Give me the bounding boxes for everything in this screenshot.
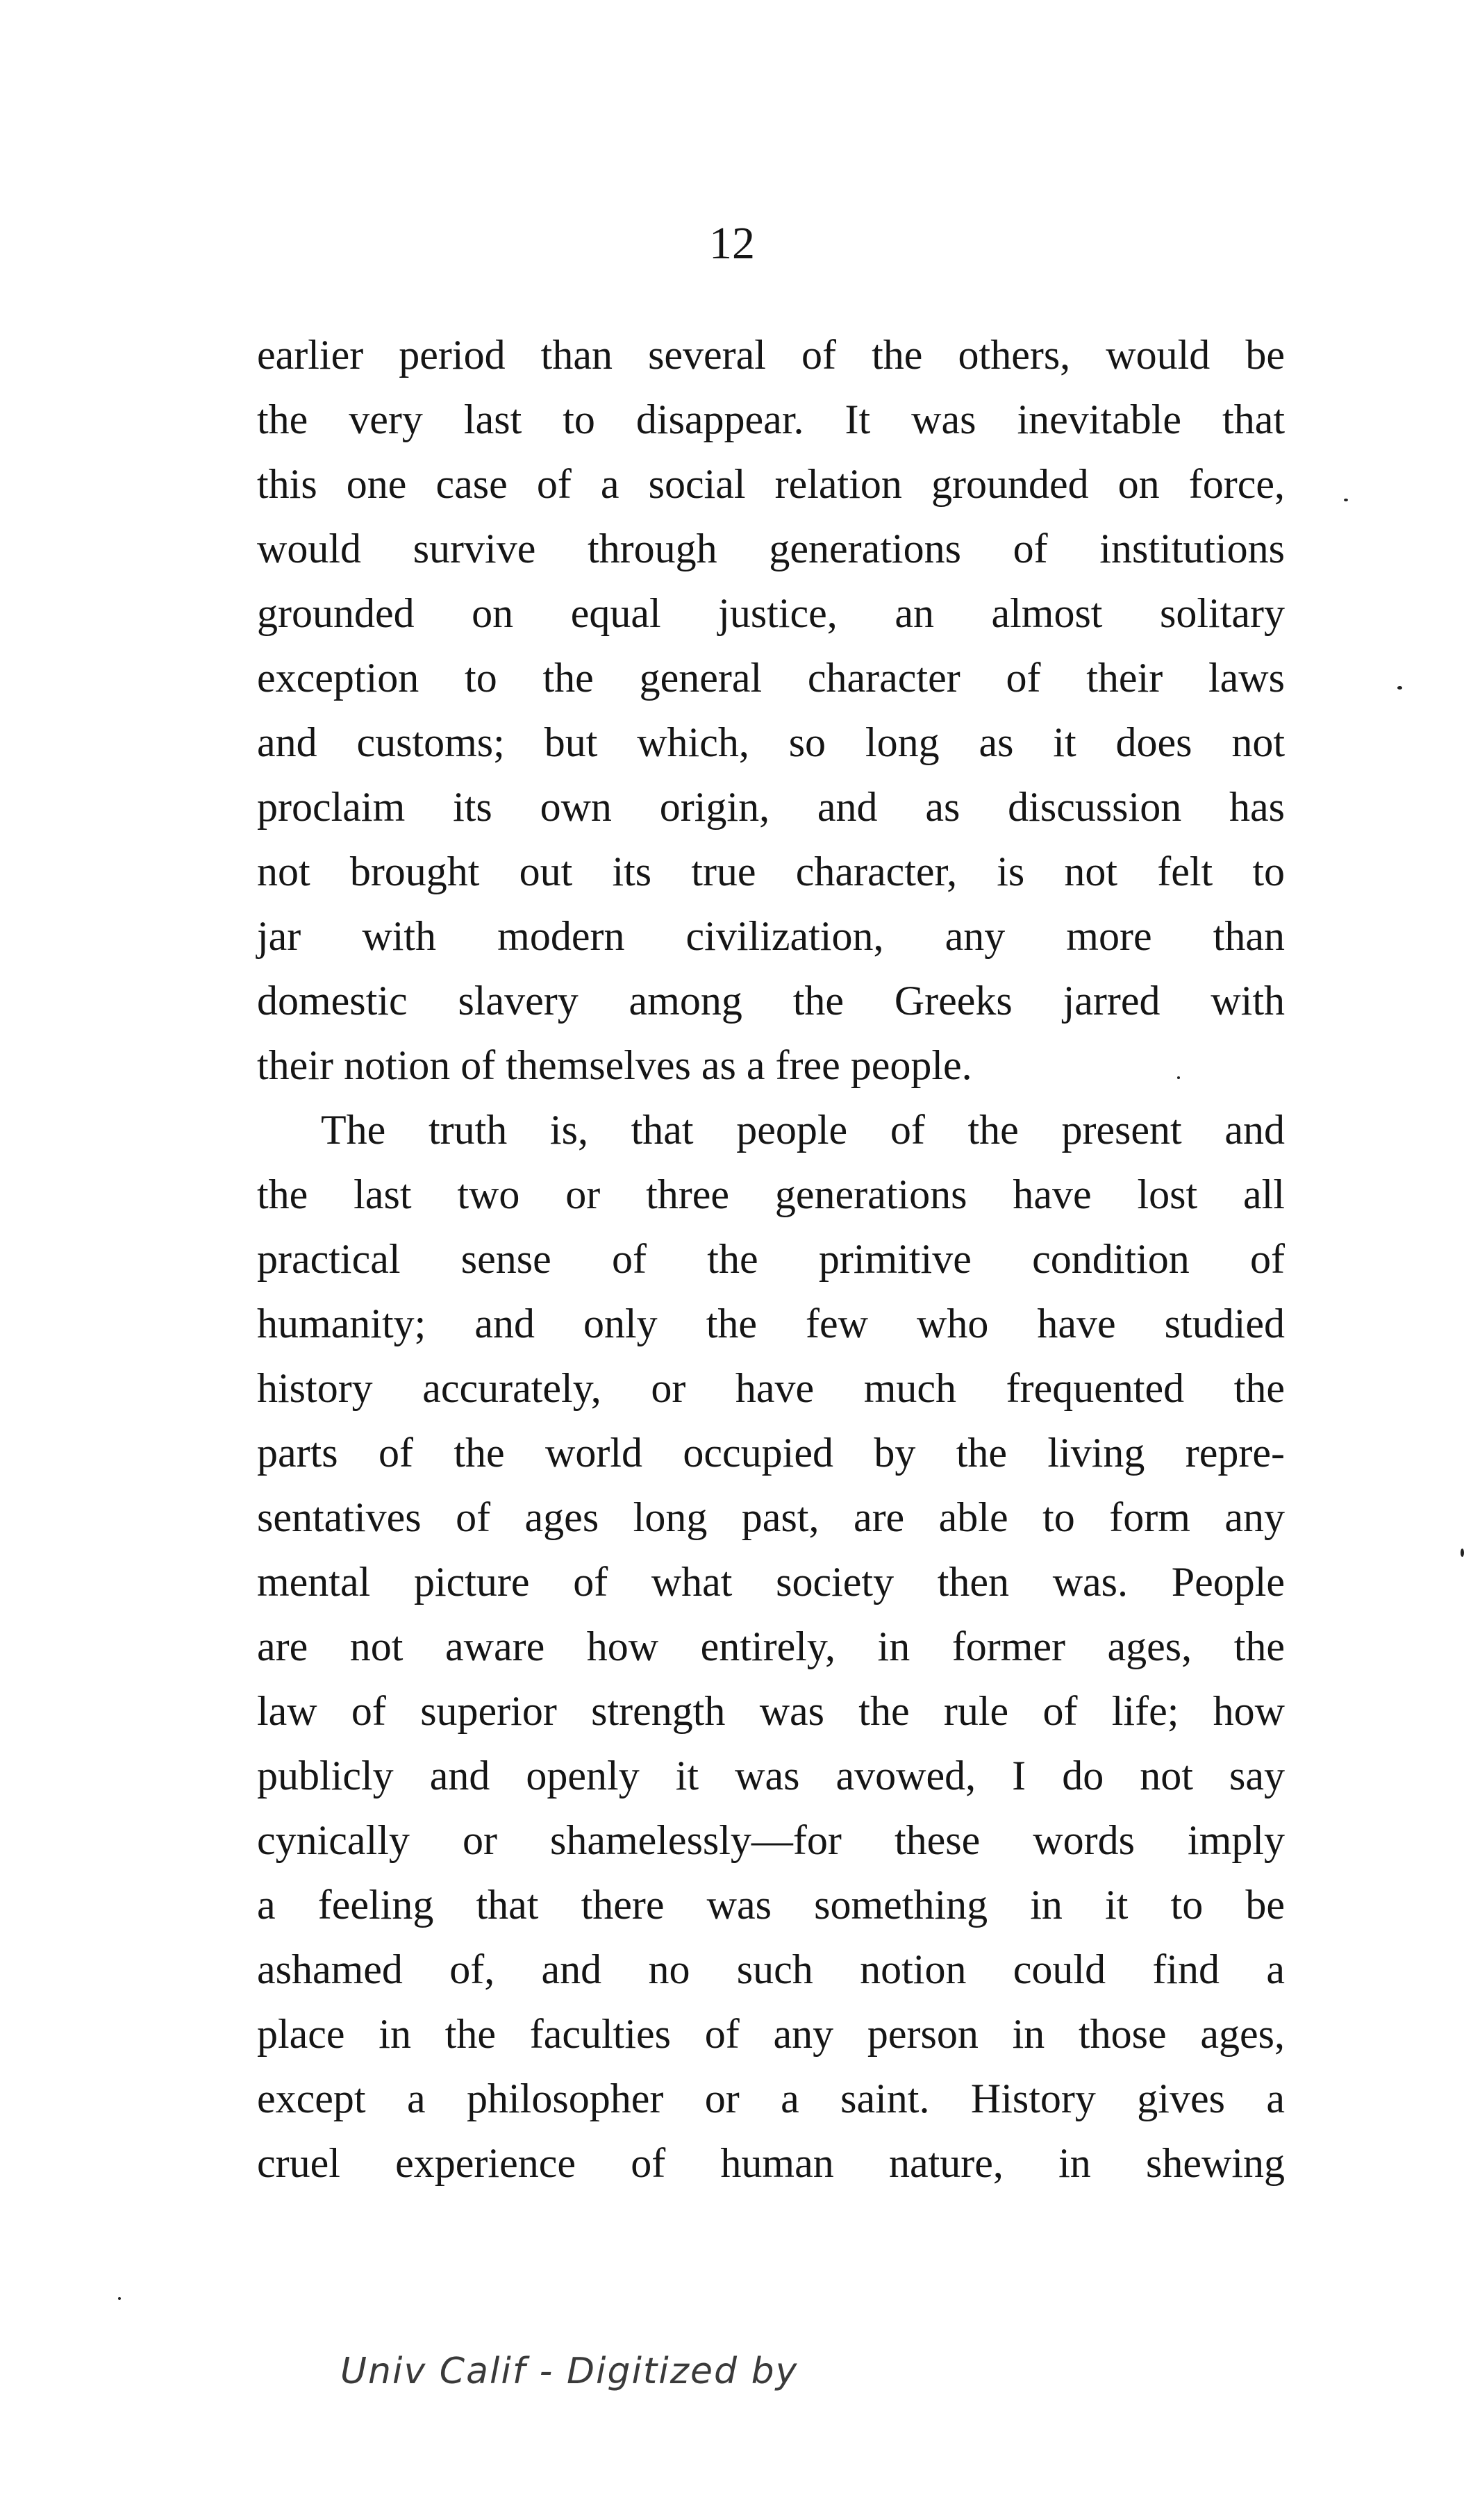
text-line: the very last to disappear. It was inevitable that [257, 397, 1285, 442]
text-line: are not aware how entirely, in former ages, the [257, 1624, 1285, 1669]
text-line: sentatives of ages long past, are able to form any [257, 1494, 1285, 1540]
text-line: cynically or shamelessly—for these words imply [257, 1817, 1285, 1863]
text-line: parts of the world occupied by the living repre- [257, 1430, 1285, 1476]
text-line: a feeling that there was something in it to be [257, 1882, 1285, 1928]
text-line: practical sense of the primitive condition of [257, 1236, 1285, 1282]
text-line: earlier period than several of the others, would be [257, 332, 1285, 378]
text-line: proclaim its own origin, and as discussion has [257, 784, 1285, 830]
text-line: not brought out its true character, is not felt to [257, 849, 1285, 894]
page-number: 12 [709, 218, 755, 269]
text-line: domestic slavery among the Greeks jarred with [257, 978, 1285, 1024]
text-line: publicly and openly it was avowed, I do not say [257, 1753, 1285, 1799]
text-line: this one case of a social relation grounded on force, [257, 461, 1285, 507]
text-line: mental picture of what society then was. People [257, 1559, 1285, 1605]
text-line: The truth is, that people of the present and [321, 1107, 1285, 1153]
text-line: ashamed of, and no such notion could find a [257, 1946, 1285, 1992]
text-line: jar with modern civilization, any more than [257, 913, 1285, 959]
text-line: cruel experience of human nature, in shewing [257, 2140, 1285, 2186]
scan-speck [1177, 1076, 1180, 1079]
scan-speck [1397, 686, 1402, 690]
text-line: history accurately, or have much frequented the [257, 1365, 1285, 1411]
text-line: their notion of themselves as a free people. [257, 1042, 972, 1088]
scan-speck [1344, 499, 1348, 501]
paragraph-1 [257, 323, 1285, 1098]
text-line: would survive through generations of institutions [257, 526, 1285, 571]
text-line: place in the faculties of any person in those ages, [257, 2011, 1285, 2057]
digitization-watermark: Univ Calif - Digitized by [340, 2351, 799, 2392]
text-line: except a philosopher or a saint. History gives a [257, 2076, 1285, 2121]
scan-speck [1461, 1549, 1464, 1557]
text-line: the last two or three generations have lost all [257, 1171, 1285, 1217]
body-text [257, 323, 1285, 2196]
scan-speck [118, 2297, 121, 2300]
text-line: exception to the general character of their laws [257, 655, 1285, 701]
paragraph-2 [257, 1098, 1285, 2196]
text-line: and customs; but which, so long as it does not [257, 719, 1285, 765]
text-line: grounded on equal justice, an almost solitary [257, 590, 1285, 636]
text-line: law of superior strength was the rule of life; how [257, 1688, 1285, 1734]
text-line: humanity; and only the few who have studied [257, 1301, 1285, 1346]
